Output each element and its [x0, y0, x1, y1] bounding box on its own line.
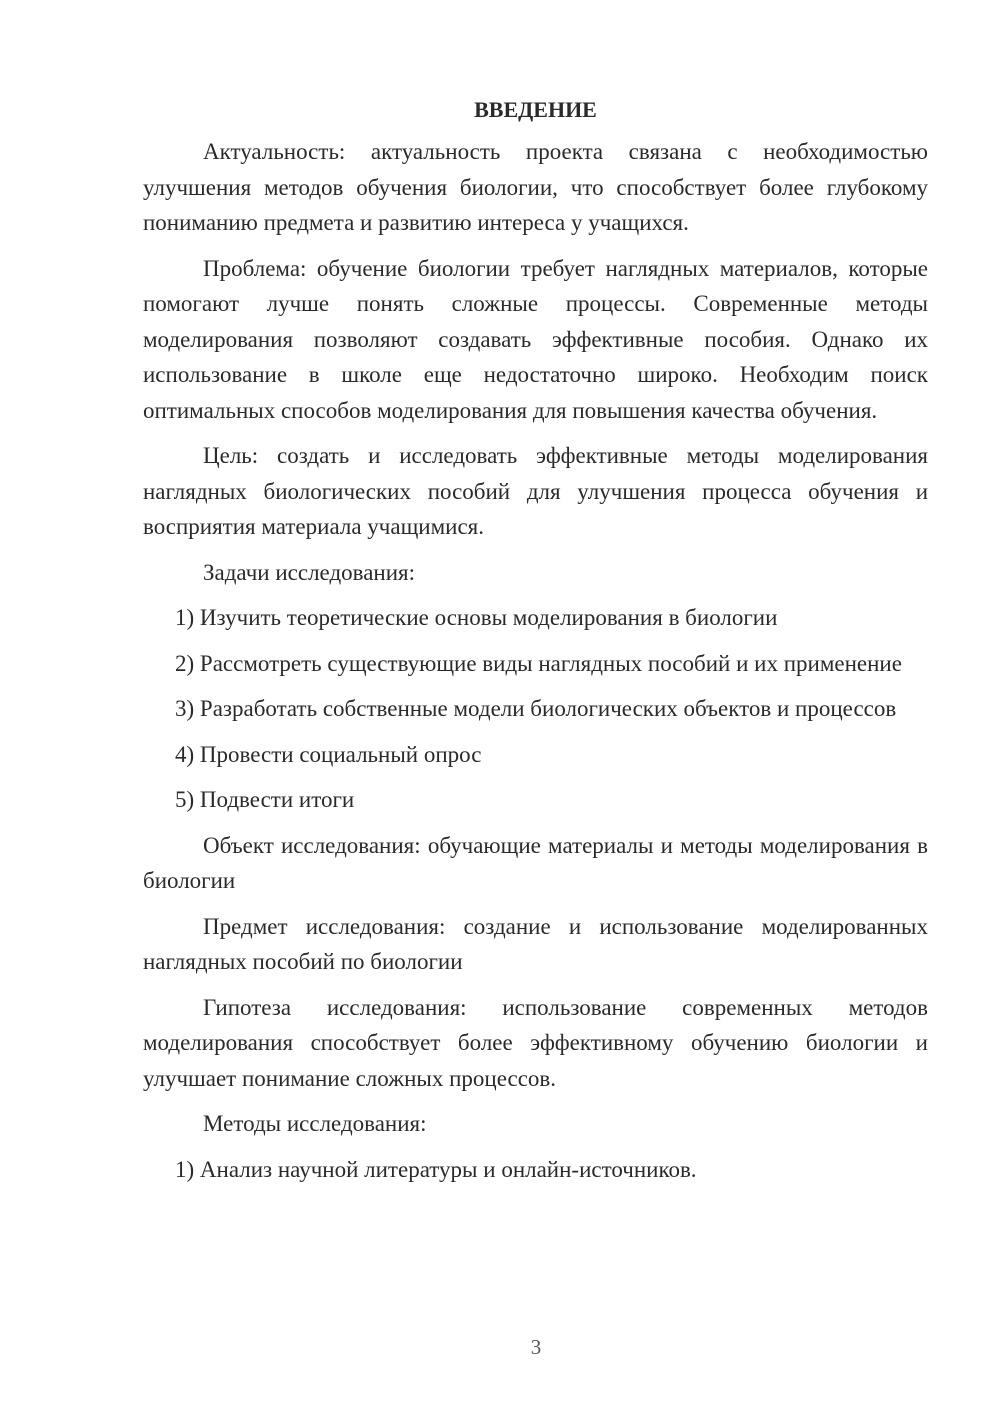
goal-paragraph: Цель: создать и исследовать эффективные методы моделирования наглядных биологических пособий для улучшения процесса обучения и восприятия материала учащимися. [143, 443, 928, 539]
hypothesis-paragraph: Гипотеза исследования: использование современных методов моделирования способствует более эффективному обучению биологии и улучшает понимание сложных процессов. [143, 994, 928, 1091]
section-heading: ВВЕДЕНИЕ [474, 97, 597, 122]
task-item-2: 2) Рассмотреть существующие виды наглядных пособий и их применение [175, 650, 902, 676]
relevance-paragraph: Актуальность: актуальность проекта связана с необходимостью улучшения методов обучения биологии, что способствует более глубокому пониманию предмета и развитию интереса у учащихся. [143, 139, 928, 235]
task-item-4: 4) Провести социальный опрос [175, 741, 482, 767]
task-item-1: 1) Изучить теоретические основы моделирования в биологии [175, 605, 778, 630]
problem-paragraph: Проблема: обучение биологии требует наглядных материалов, которые помогают лучше понять сложные процессы. Современные методы моделирования позволяют создавать эффективные пособия. Однако их использование в школе еще недостаточно широко. Необходим поиск оптимальных способов моделирования для повышения качества обучения. [143, 255, 928, 423]
tasks-title: Задачи исследования: [203, 559, 416, 585]
methods-title: Методы исследования: [203, 1111, 427, 1136]
task-item-3: 3) Разработать собственные модели биологических объектов и процессов [175, 696, 897, 721]
method-item-1: 1) Анализ научной литературы и онлайн-источников. [175, 1156, 697, 1182]
page-number: 3 [530, 1335, 542, 1359]
object-paragraph: Объект исследования: обучающие материалы и методы моделирования в биологии [143, 832, 928, 893]
subject-paragraph: Предмет исследования: создание и использование моделированных наглядных пособий по биологии [143, 913, 928, 974]
task-item-5: 5) Подвести итоги [175, 787, 355, 812]
page-content [143, 92, 928, 1197]
